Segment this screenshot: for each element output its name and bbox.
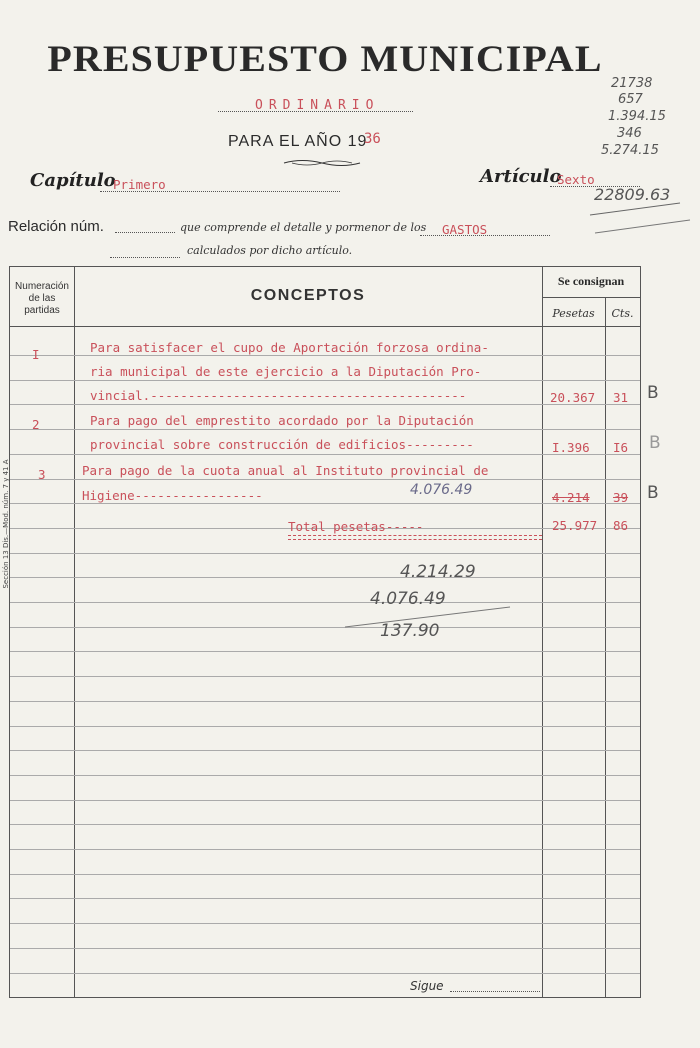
- ruled-line: [10, 923, 640, 924]
- pencil-strike: [340, 602, 520, 632]
- ruled-line: [10, 553, 640, 554]
- row-concept-line: Higiene-----------------: [82, 488, 263, 503]
- capitulo-label: Capítulo: [30, 170, 116, 191]
- row-concept-line: Para pago del emprestito acordado por la Diputación: [90, 413, 474, 428]
- sigue-label: Sigue: [410, 979, 444, 993]
- capitulo-value: Primero: [113, 177, 166, 192]
- para-el-ano-label: PARA EL AÑO 19: [228, 133, 368, 150]
- margin-note: 657: [618, 92, 643, 107]
- row-number: 3: [38, 467, 46, 482]
- ruled-line: [10, 874, 640, 875]
- row-concept-line: vincial.------------------------------------------: [90, 388, 467, 403]
- pencil-note: 137.90: [380, 621, 440, 641]
- ruled-line: [10, 775, 640, 776]
- ruled-line: [10, 824, 640, 825]
- page-title: PRESUPUESTO MUNICIPAL: [47, 39, 603, 80]
- relacion-label: Relación núm.: [8, 218, 104, 235]
- row-concept-line: Para pago de la cuota anual al Instituto provincial de: [82, 463, 489, 478]
- year-value: 36: [364, 131, 381, 147]
- col-conceptos-header: CONCEPTOS: [250, 287, 366, 304]
- relacion-text: que comprende el detalle y pormenor de los: [180, 221, 427, 234]
- margin-total-note: 22809.63: [594, 185, 671, 204]
- articulo-label: Artículo: [480, 166, 562, 187]
- row-number: 2: [32, 417, 40, 432]
- margin-note: 1.394.15: [608, 109, 666, 124]
- margin-note: 5.274.15: [601, 143, 659, 158]
- ruled-line: [10, 454, 640, 455]
- ordinario-underline: [218, 111, 413, 112]
- articulo-value: Sexto: [557, 172, 595, 187]
- total-pesetas: 25.977: [552, 518, 598, 533]
- relacion-line2: [110, 257, 180, 258]
- flourish-ornament: [282, 158, 362, 168]
- ruled-line: [10, 898, 640, 899]
- row-mark: B: [649, 433, 661, 453]
- ruled-line: [10, 973, 640, 974]
- ruled-line: [10, 750, 640, 751]
- ruled-line: [10, 355, 640, 356]
- ruled-line: [10, 849, 640, 850]
- col-consignan-header: Se consignan: [557, 274, 625, 288]
- ruled-line: [10, 800, 640, 801]
- ruled-line: [10, 651, 640, 652]
- row-cts: I6: [613, 440, 629, 455]
- col-pesetas-header: Pesetas: [552, 307, 595, 320]
- row-pesetas: 4.214: [552, 490, 590, 505]
- row-concept-line: ria municipal de este ejercicio a la Diputación Pro-: [90, 364, 482, 379]
- side-print-reference: Sección 13 Dis.—Mod. núm. 7 y 41 A: [2, 459, 10, 589]
- capitulo-line: [100, 191, 340, 192]
- row-number: I: [32, 347, 40, 362]
- relacion-value-line: [420, 235, 550, 236]
- row-pencil-amount: 4.076.49: [410, 482, 473, 498]
- relacion-text2: calculados por dicho artículo.: [187, 244, 353, 257]
- ruled-line: [10, 701, 640, 702]
- row-concept-line: Para satisfacer el cupo de Aportación forzosa ordina-: [90, 340, 489, 355]
- col-cts-header: Cts.: [611, 307, 634, 320]
- row-pesetas: 20.367: [550, 390, 596, 405]
- row-concept-line: provincial sobre construcción de edificios---------: [90, 437, 474, 452]
- ordinario-label: ORDINARIO: [255, 98, 380, 113]
- total-cts: 86: [613, 518, 629, 533]
- relacion-num-line: [115, 232, 175, 233]
- budget-table: [9, 266, 641, 998]
- row-cts: 31: [613, 390, 629, 405]
- ruled-line: [10, 404, 640, 405]
- row-cts: 39: [613, 490, 629, 505]
- row-mark: B: [647, 383, 659, 403]
- ruled-line: [10, 479, 640, 480]
- total-label: Total pesetas-----: [288, 519, 424, 534]
- margin-note: 346: [617, 126, 642, 141]
- ruled-line: [10, 602, 640, 603]
- margin-note: 21738: [611, 76, 653, 91]
- ruled-line: [10, 503, 640, 504]
- pencil-underline: [580, 195, 695, 240]
- pencil-note: 4.214.29: [400, 562, 476, 582]
- row-pesetas: I.396: [552, 440, 590, 455]
- ruled-line: [10, 429, 640, 430]
- ruled-line: [10, 676, 640, 677]
- ruled-line: [10, 577, 640, 578]
- pencil-note: 4.076.49: [370, 589, 446, 609]
- ruled-line: [10, 627, 640, 628]
- row-mark: B: [647, 483, 659, 503]
- ruled-line: [10, 726, 640, 727]
- ruled-line: [10, 380, 640, 381]
- ruled-line: [10, 948, 640, 949]
- relacion-value: GASTOS: [442, 222, 488, 237]
- col-numeracion-header: Numeración de las partidas: [15, 281, 69, 316]
